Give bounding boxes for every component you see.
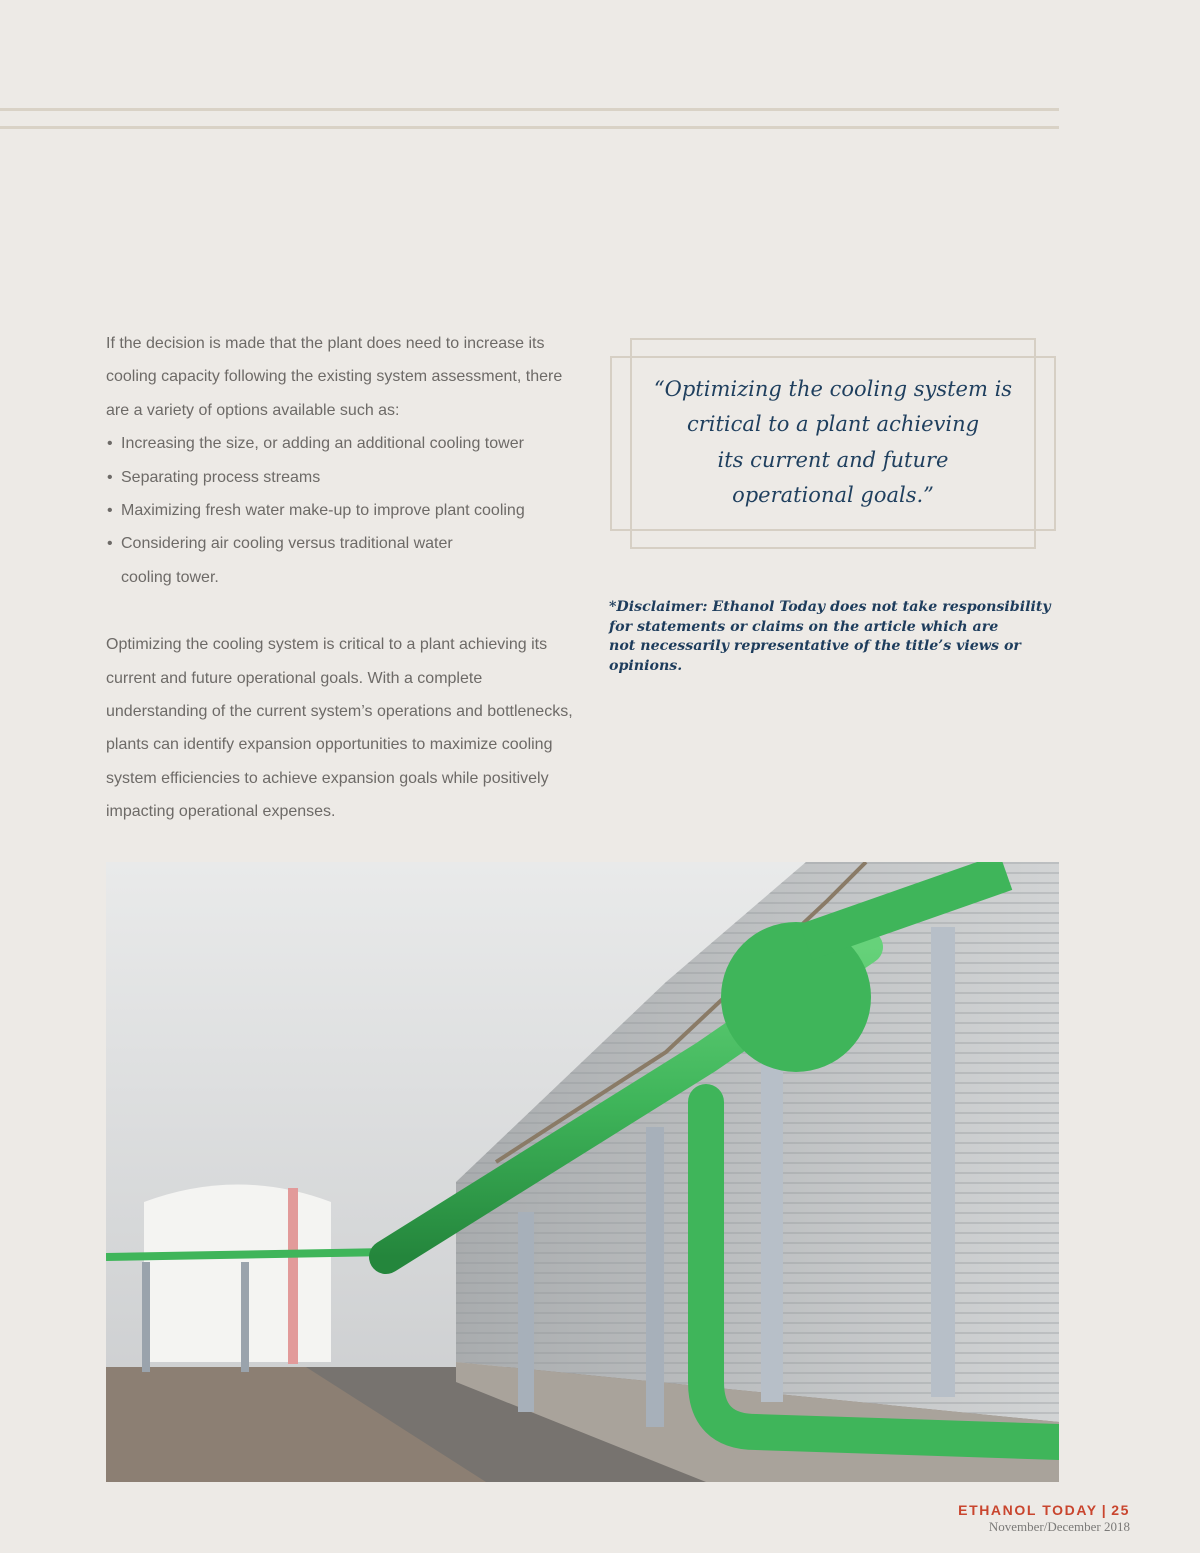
disclaimer-line: opinions. xyxy=(609,657,683,674)
disclaimer xyxy=(609,598,1069,676)
page-folio xyxy=(958,1502,1130,1535)
cooling-tower-photo xyxy=(106,862,1059,1482)
pull-quote xyxy=(612,372,1054,513)
disclaimer-line: not necessarily representative of the title’s views or xyxy=(609,638,1021,655)
header-rule-bottom xyxy=(0,126,1059,129)
folio-separator: | xyxy=(1101,1502,1108,1518)
pull-quote-line: critical to a plant achieving xyxy=(686,412,980,437)
article-paragraph-2: Optimizing the cooling system is critical to a plant achieving its current and future operational goals. With a complete understanding of the current system’s operations and bottlenecks, plants can identify expansion opportunities to maximize cooling system efficiencies to achieve expansion goals while positively impacting operational expenses. xyxy=(106,636,573,821)
header-rule-top xyxy=(0,108,1059,111)
article-paragraph-1: If the decision is made that the plant does need to increase its cooling capacity following the existing system assessment, there are a variety of options available such as: xyxy=(106,335,563,419)
list-item: • Maximizing fresh water make-up to improve plant cooling xyxy=(106,494,576,527)
publication-name: ETHANOL TODAY xyxy=(958,1502,1098,1518)
options-list xyxy=(106,427,576,594)
issue-date: November/December 2018 xyxy=(988,1519,1130,1534)
pull-quote-line: its current and future xyxy=(717,447,949,472)
list-item: • Considering air cooling versus traditional water cooling tower. xyxy=(106,527,481,594)
folio-publication xyxy=(958,1502,1130,1518)
list-item: • Separating process streams xyxy=(106,461,576,494)
disclaimer-line: *Disclaimer: Ethanol Today does not take responsibility xyxy=(609,599,1051,615)
pull-quote-line: operational goals.” xyxy=(732,482,934,507)
pull-quote-line: “Optimizing the cooling system is xyxy=(653,377,1013,401)
article-body xyxy=(106,327,576,829)
disclaimer-line: for statements or claims on the article which are xyxy=(609,618,999,635)
list-item: • Increasing the size, or adding an additional cooling tower xyxy=(106,427,576,460)
page-number: 25 xyxy=(1111,1502,1130,1518)
